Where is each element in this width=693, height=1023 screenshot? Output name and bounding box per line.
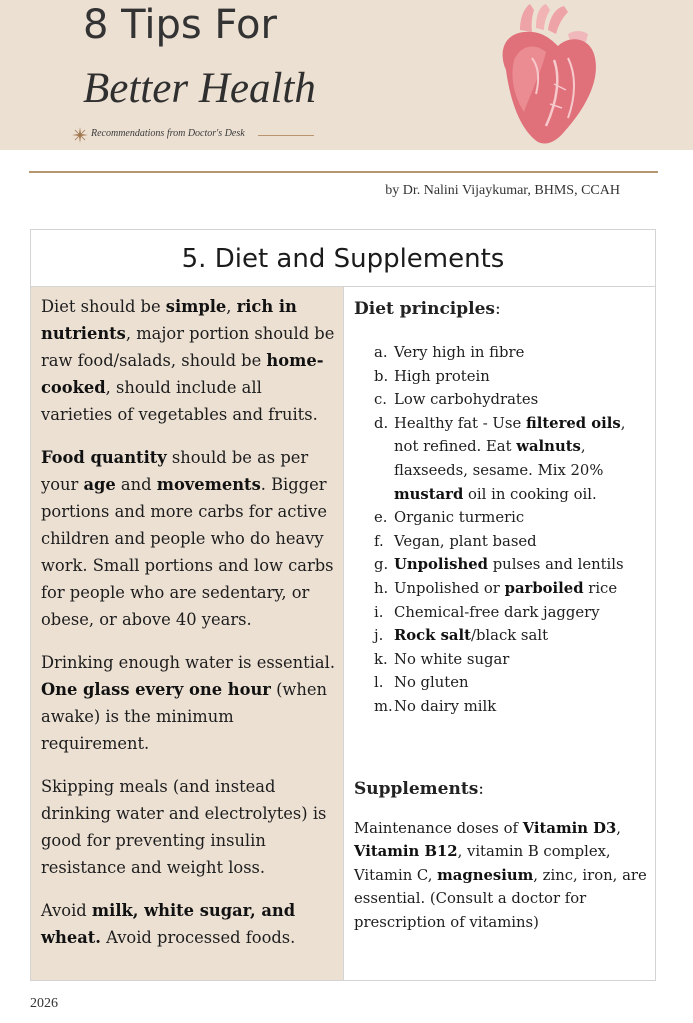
list-item: e. Organic turmeric <box>374 509 525 527</box>
list-item: l. No gluten <box>374 674 469 692</box>
sparkle-icon <box>72 127 88 143</box>
title-line-2: Better Health <box>83 65 316 112</box>
list-item: h. Unpolished or parboiled rice <box>374 579 618 597</box>
paragraph-food-quantity: Food quantity should be as per your age and movements. Bigger portions and more carbs for active children and people who do heavy work. Small portions and low carbs for people who are sedentary, or obese, or above 40 years. <box>41 448 334 629</box>
divider <box>29 171 658 173</box>
author-credit: by Dr. Nalini Vijaykumar, BHMS, CCAH <box>385 183 620 198</box>
footer-year: 2026 <box>30 996 58 1011</box>
diet-principles-list <box>354 341 649 719</box>
paragraph-diet: Diet should be simple, rich in nutrients, major portion should be raw food/salads, should be home-cooked, should include all varieties of vegetables and fruits. <box>41 297 335 424</box>
subtitle-row <box>72 124 332 146</box>
page-header <box>0 0 693 150</box>
title-line-1: 8 Tips For <box>83 2 277 48</box>
supplements-heading: Supplements: <box>354 778 485 799</box>
list-item: c. Low carbohydrates <box>374 391 539 409</box>
right-column <box>344 287 655 980</box>
list-item: d. Healthy fat - Use filtered oils, not refined. Eat walnuts, flaxseeds, sesame. Mix 20% mustard oil in cooking oil. <box>374 414 626 503</box>
left-column <box>31 287 344 980</box>
list-item: b. High protein <box>374 367 490 385</box>
paragraph-skipping-meals: Skipping meals (and instead drinking water and electrolytes) is good for preventing insulin resistance and weight loss. <box>41 777 327 877</box>
paragraph-water: Drinking enough water is essential. One glass every one hour (when awake) is the minimum requirement. <box>41 653 336 753</box>
list-item: a. Very high in fibre <box>374 344 525 361</box>
section-title: 5. Diet and Supplements <box>31 230 655 287</box>
heart-organ-icon <box>484 0 604 150</box>
list-item: f. Vegan, plant based <box>374 532 537 550</box>
paragraph-avoid: Avoid milk, white sugar, and wheat. Avoid processed foods. <box>41 901 296 947</box>
list-item: m. No dairy milk <box>374 697 497 715</box>
section-card <box>30 229 656 981</box>
supplements-text: Maintenance doses of Vitamin D3, Vitamin B12, vitamin B complex, Vitamin C, magnesium, zinc, iron, are essential. (Consult a doctor for prescription of vitamins) <box>354 819 647 931</box>
diet-principles-heading: Diet principles: <box>354 299 501 319</box>
list-item: j. Rock salt/black salt <box>374 627 549 645</box>
list-item: k. No white sugar <box>374 650 510 668</box>
list-item: g. Unpolished pulses and lentils <box>374 556 624 574</box>
list-item: i. Chemical-free dark jaggery <box>374 603 600 621</box>
subtitle-underline <box>258 135 314 136</box>
subtitle: Recommendations from Doctor's Desk <box>91 128 245 139</box>
